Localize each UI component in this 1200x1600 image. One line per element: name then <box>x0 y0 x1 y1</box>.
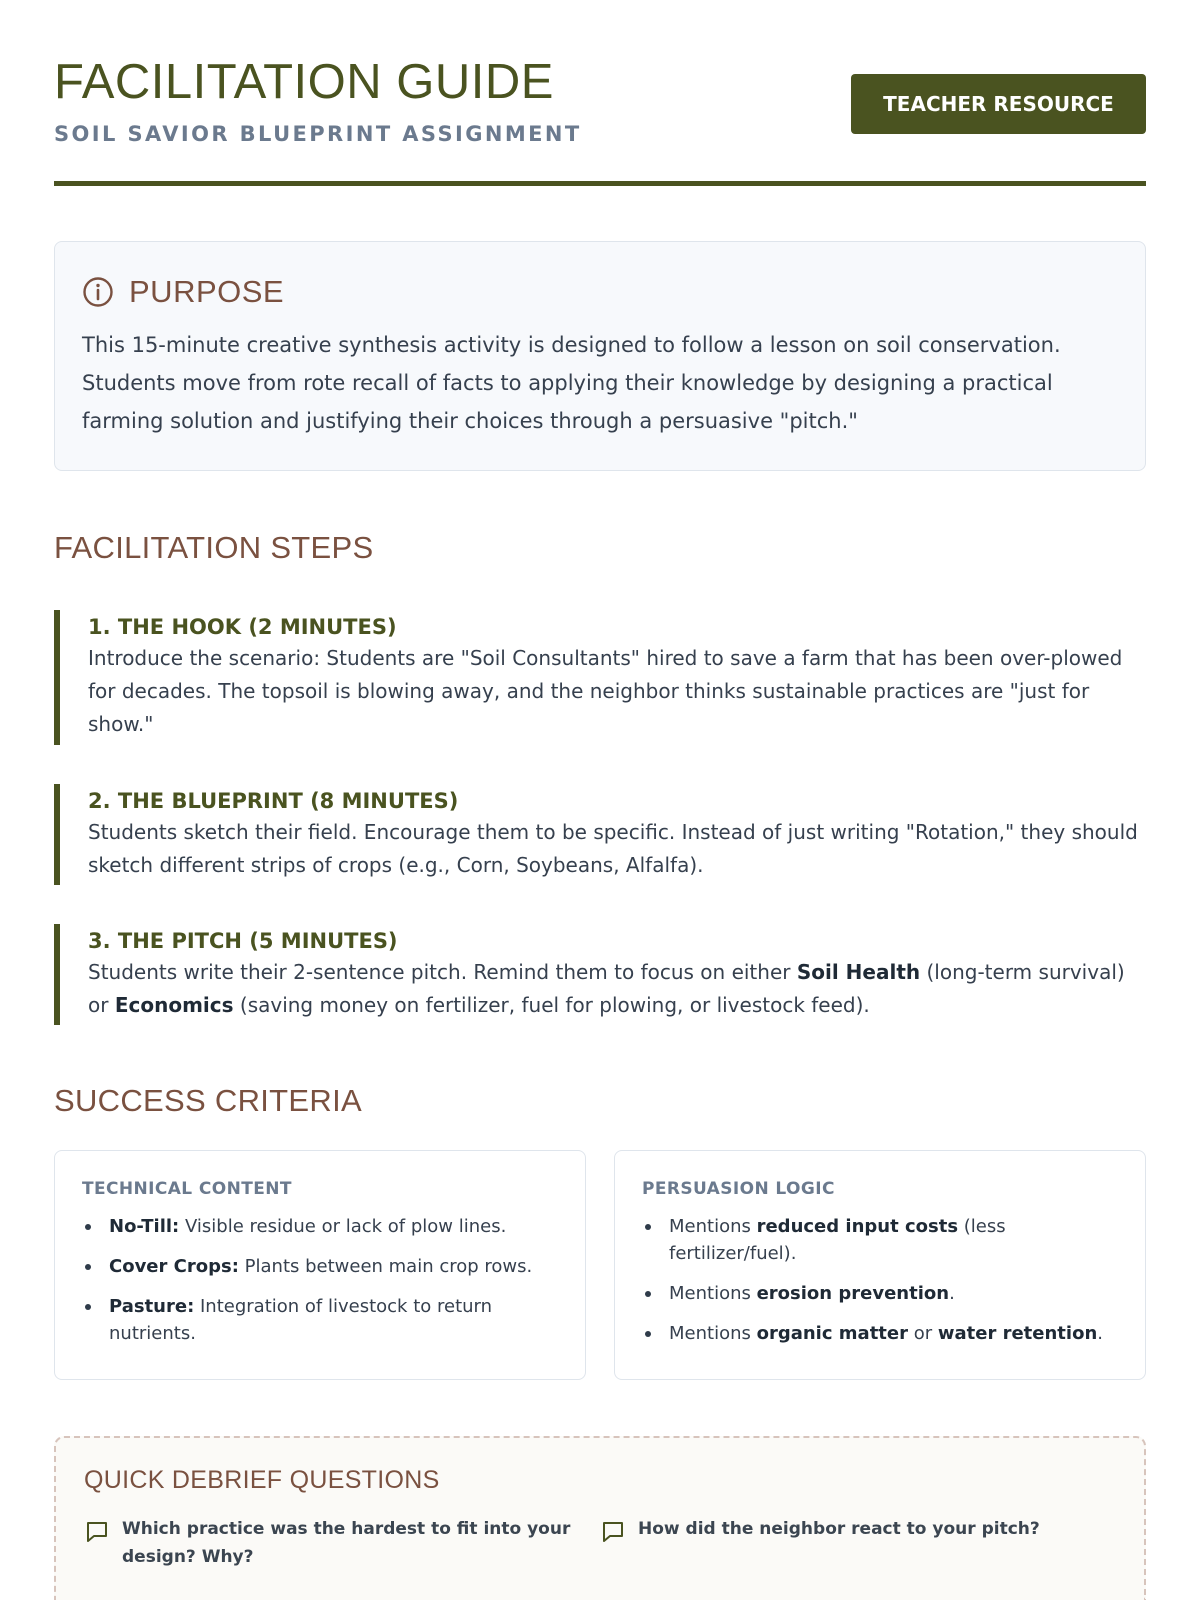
header <box>54 0 1146 186</box>
facilitation-steps-title: FACILITATION STEPS <box>54 530 374 565</box>
list-item <box>82 1213 558 1240</box>
success-criteria-title: SUCCESS CRITERIA <box>54 1083 362 1118</box>
step-pitch <box>54 924 1146 1025</box>
info-icon <box>82 276 114 308</box>
page-title: FACILITATION GUIDE <box>54 55 554 109</box>
criteria-text: Integration of livestock to return nutrients. <box>109 1296 493 1344</box>
criteria-text: Mentions <box>669 1216 757 1237</box>
step-text: Students sketch their field. Encourage them to be specific. Instead of just writing "Rotation," they should sketch different strips of crops (e.g., Corn, Soybeans, Alfalfa). <box>88 820 1138 877</box>
purpose-box <box>54 241 1146 471</box>
teacher-resource-badge: TEACHER RESOURCE <box>851 74 1146 134</box>
debrief-box <box>54 1436 1146 1600</box>
criteria-term: Cover Crops: <box>109 1256 239 1277</box>
debrief-question <box>600 1515 1116 1571</box>
step-text <box>88 956 1146 1022</box>
criteria-text: . <box>949 1283 955 1304</box>
emphasis-economics: Economics <box>114 993 234 1017</box>
purpose-heading <box>82 272 1118 312</box>
list-item <box>642 1320 1118 1347</box>
step-text-part: (long-term survival) or <box>88 960 1125 1017</box>
criteria-list <box>82 1213 558 1347</box>
criteria-term: No-Till: <box>109 1216 180 1237</box>
debrief-question <box>84 1515 600 1571</box>
page-subtitle: SOIL SAVIOR BLUEPRINT ASSIGNMENT <box>54 122 582 146</box>
list-item <box>642 1213 1118 1267</box>
criteria-text: Mentions <box>669 1283 757 1304</box>
step-text-part: (saving money on fertilizer, fuel for plowing, or livestock feed). <box>233 993 870 1017</box>
step-text: Introduce the scenario: Students are "Soil Consultants" hired to save a farm that has been over-plowed for decades. The topsoil is blowing away, and the neighbor thinks sustainable practices are "just for show." <box>88 646 1123 736</box>
step-hook <box>54 610 1146 745</box>
criteria-term: water retention <box>937 1323 1098 1344</box>
question-text: Which practice was the hardest to fit into your design? Why? <box>122 1519 571 1567</box>
step-title: 1. THE HOOK (2 MINUTES) <box>88 615 397 639</box>
criteria-text: Mentions <box>669 1323 757 1344</box>
step-blueprint <box>54 784 1146 885</box>
question-text: How did the neighbor react to your pitch? <box>638 1519 1040 1539</box>
step-title: 3. THE PITCH (5 MINUTES) <box>88 929 398 953</box>
step-title: 2. THE BLUEPRINT (8 MINUTES) <box>88 789 459 813</box>
list-item <box>82 1253 558 1280</box>
chat-icon <box>600 1519 626 1545</box>
purpose-title: PURPOSE <box>129 274 285 309</box>
criteria-term: reduced input costs <box>756 1216 959 1237</box>
criteria-term: organic matter <box>756 1323 908 1344</box>
card-title: PERSUASION LOGIC <box>642 1179 835 1199</box>
technical-content-card <box>54 1150 586 1380</box>
card-title: TECHNICAL CONTENT <box>82 1179 292 1199</box>
criteria-text: (less fertilizer/fuel). <box>669 1216 1006 1264</box>
criteria-term: erosion prevention <box>756 1283 950 1304</box>
document-page <box>54 0 1146 1567</box>
criteria-list <box>642 1213 1118 1347</box>
criteria-text: Visible residue or lack of plow lines. <box>179 1216 507 1237</box>
list-item <box>82 1293 558 1347</box>
debrief-questions <box>84 1515 1116 1571</box>
persuasion-logic-card <box>614 1150 1146 1380</box>
purpose-text: This 15-minute creative synthesis activity is designed to follow a lesson on soil conservation. Students move from rote recall of facts to applying their knowledge by designing a practical farming solution and justifying their choices through a persuasive "pitch." <box>82 333 1061 433</box>
debrief-title: QUICK DEBRIEF QUESTIONS <box>84 1466 440 1494</box>
step-text-part: Students write their 2-sentence pitch. Remind them to focus on either <box>88 960 797 984</box>
chat-icon <box>84 1519 110 1545</box>
criteria-text: . <box>1097 1323 1103 1344</box>
list-item <box>642 1280 1118 1307</box>
criteria-term: Pasture: <box>109 1296 195 1317</box>
criteria-text: or <box>908 1323 938 1344</box>
criteria-text: Plants between main crop rows. <box>238 1256 533 1277</box>
emphasis-soil-health: Soil Health <box>796 960 921 984</box>
